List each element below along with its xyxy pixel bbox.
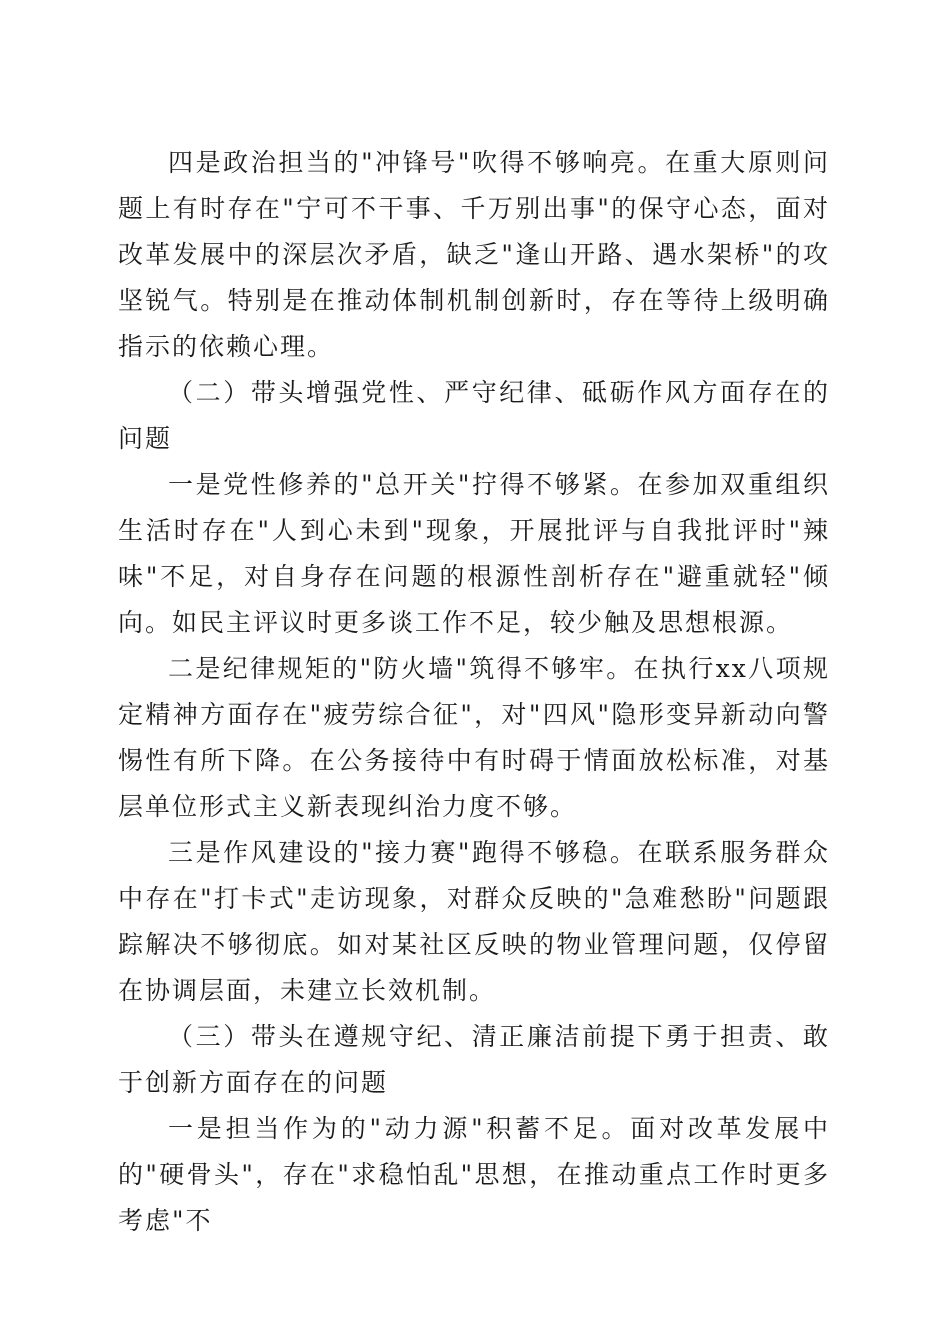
paragraph-political-responsibility: 四是政治担当的"冲锋号"吹得不够响亮。在重大原则问题上有时存在"宁可不干事、千万别出事"的保守心态，面对改革发展中的深层次矛盾，缺乏"逢山开路、遇水架桥"的攻坚锐气。特别是在推动体制机制创新时，存在等待上级明确指示的依赖心理。 [118,148,830,361]
paragraph-initiative: 一是担当作为的"动力源"积蓄不足。面对改革发展中的"硬骨头"，存在"求稳怕乱"思想，在推动重点工作时更多考虑"不 [118,1114,830,1235]
section-heading-3: （三）带头在遵规守纪、清正廉洁前提下勇于担责、敢于创新方面存在的问题 [118,1022,830,1097]
paragraph-discipline: 二是纪律规矩的"防火墙"筑得不够牢。在执行xx八项规定精神方面存在"疲劳综合征"，对"四风"隐形变异新动向警惕性有所下降。在公务接待中有时碍于情面放松标准，对基层单位形式主义新表现纠治力度不够。 [118,654,830,821]
paragraph-party-spirit: 一是党性修养的"总开关"拧得不够紧。在参加双重组织生活时存在"人到心未到"现象，开展批评与自我批评时"辣味"不足，对自身存在问题的根源性剖析存在"避重就轻"倾向。如民主评议时更多谈工作不足，较少触及思想根源。 [118,470,830,637]
document-body [118,140,830,1244]
paragraph-work-style: 三是作风建设的"接力赛"跑得不够稳。在联系服务群众中存在"打卡式"走访现象，对群众反映的"急难愁盼"问题跟踪解决不够彻底。如对某社区反映的物业管理问题，仅停留在协调层面，未建立长效机制。 [118,838,830,1005]
section-heading-2: （二）带头增强党性、严守纪律、砥砺作风方面存在的问题 [118,378,830,453]
